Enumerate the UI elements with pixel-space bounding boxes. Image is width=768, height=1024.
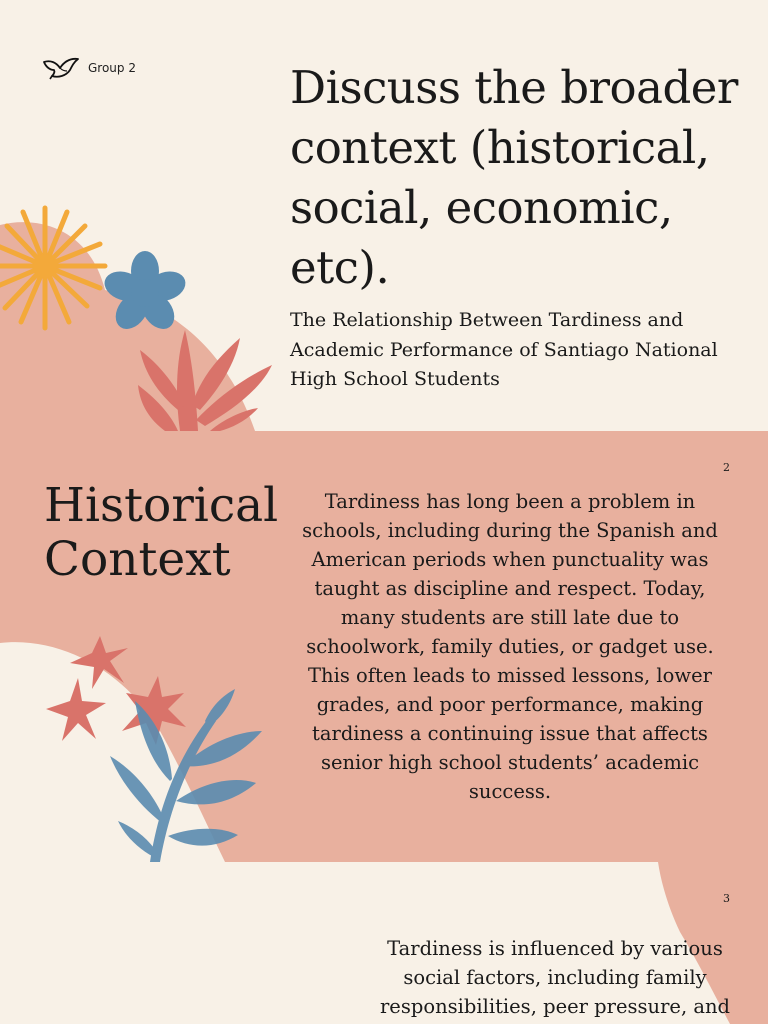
logo xyxy=(42,56,136,80)
body-paragraph: Tardiness is influenced by various social factors, including family responsibilities, peer pressure, and xyxy=(379,937,731,1018)
section-heading-line1: Historical xyxy=(44,478,279,533)
slide-social-context xyxy=(0,862,768,1024)
page-number: 2 xyxy=(723,461,730,474)
slide-title xyxy=(0,0,768,431)
section-heading xyxy=(44,479,294,587)
body-paragraph: Tardiness has long been a problem in schools, including during the Spanish and American periods when punctuality was taught as discipline and respect. Today, many students are still late due to schoolwork, family duties, or gadget use. This often leads to missed lessons, lower grades, and poor performance, making tardiness a continuing issue that affects senior high school students’ academic success. xyxy=(302,490,718,803)
page-number: 3 xyxy=(723,892,730,905)
slide-title-heading: Discuss the broader context (historical, social, economic, etc). xyxy=(290,61,738,294)
slide-subtitle: The Relationship Between Tardiness and Academic Performance of Santiago National High School Students xyxy=(290,309,718,390)
logo-text: Group 2 xyxy=(88,61,136,75)
bird-logo-icon xyxy=(42,56,80,80)
section-heading-line2: Context xyxy=(44,532,231,587)
slide-historical-context xyxy=(0,431,768,862)
